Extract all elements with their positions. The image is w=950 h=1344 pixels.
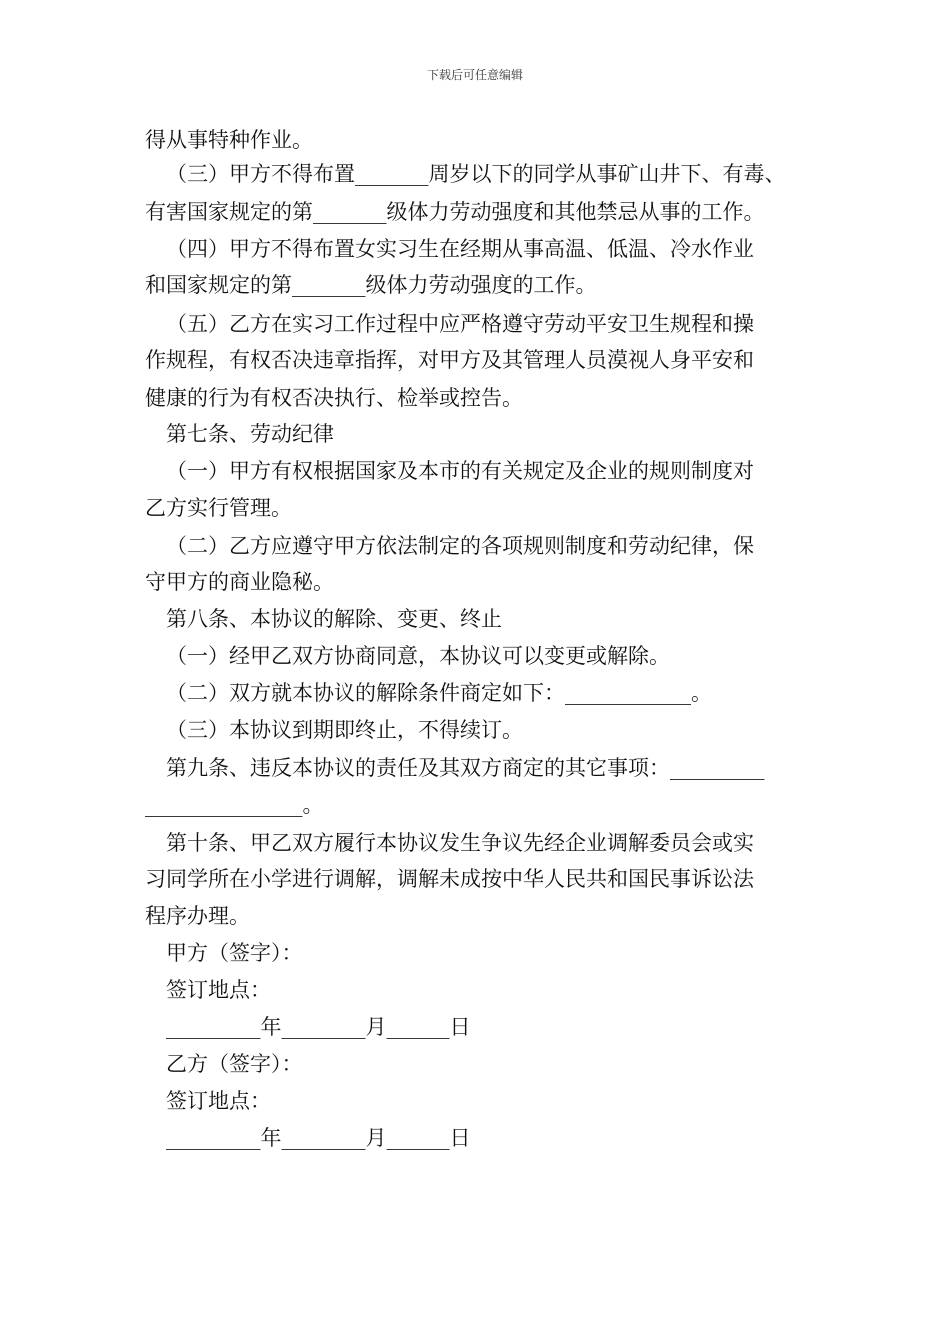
signing-date-line: _________年________月______日	[166, 1126, 471, 1150]
text-line: 程序办理。	[145, 904, 250, 928]
text-line: （五）乙方在实习工作过程中应严格遵守劳动平安卫生规程和操	[166, 312, 754, 336]
section-heading: 第七条、劳动纪律	[166, 422, 334, 446]
section-heading: 第八条、本协议的解除、变更、终止	[166, 607, 502, 631]
page-header-note: 下载后可任意编辑	[426, 68, 523, 82]
text-line: 和国家规定的第_______级体力劳动强度的工作。	[145, 273, 597, 297]
text-line: （二）乙方应遵守甲方依法制定的各项规则制度和劳动纪律，保	[166, 534, 754, 558]
party-a-signature-label: 甲方（签字）：	[166, 941, 303, 965]
text-line: 作规程，有权否决违章指挥，对甲方及其管理人员漠视人身平安和	[145, 348, 754, 372]
section-heading: 第九条、违反本协议的责任及其双方商定的其它事项：_________	[166, 756, 765, 780]
text-line: _______________。	[145, 793, 324, 817]
text-line: 乙方实行管理。	[145, 496, 292, 520]
text-line: （二）双方就本协议的解除条件商定如下：____________。	[166, 681, 712, 705]
text-line: 健康的行为有权否决执行、检举或控告。	[145, 386, 523, 410]
text-line: （一）经甲乙双方协商同意，本协议可以变更或解除。	[166, 644, 670, 668]
text-line: （三）甲方不得布置_______周岁以下的同学从事矿山井下、有毒、	[166, 162, 786, 186]
text-line: 有害国家规定的第_______级体力劳动强度和其他禁忌从事的工作。	[145, 200, 765, 224]
party-b-signature-label: 乙方（签字）：	[166, 1052, 303, 1076]
text-line: （三）本协议到期即终止，不得续订。	[166, 718, 523, 742]
signing-place-label: 签订地点：	[166, 978, 271, 1002]
signing-place-label: 签订地点：	[166, 1089, 271, 1113]
text-line: 守甲方的商业隐秘。	[145, 570, 334, 594]
text-line: 习同学所在小学进行调解，调解未成按中华人民共和国民事诉讼法	[145, 867, 754, 891]
text-line: （一）甲方有权根据国家及本市的有关规定及企业的规则制度对	[166, 459, 754, 483]
signing-date-line: _________年________月______日	[166, 1015, 471, 1039]
section-heading: 第十条、甲乙双方履行本协议发生争议先经企业调解委员会或实	[166, 831, 754, 855]
text-line: （四）甲方不得布置女实习生在经期从事高温、低温、冷水作业	[166, 237, 754, 261]
text-line: 得从事特种作业。	[145, 128, 313, 152]
